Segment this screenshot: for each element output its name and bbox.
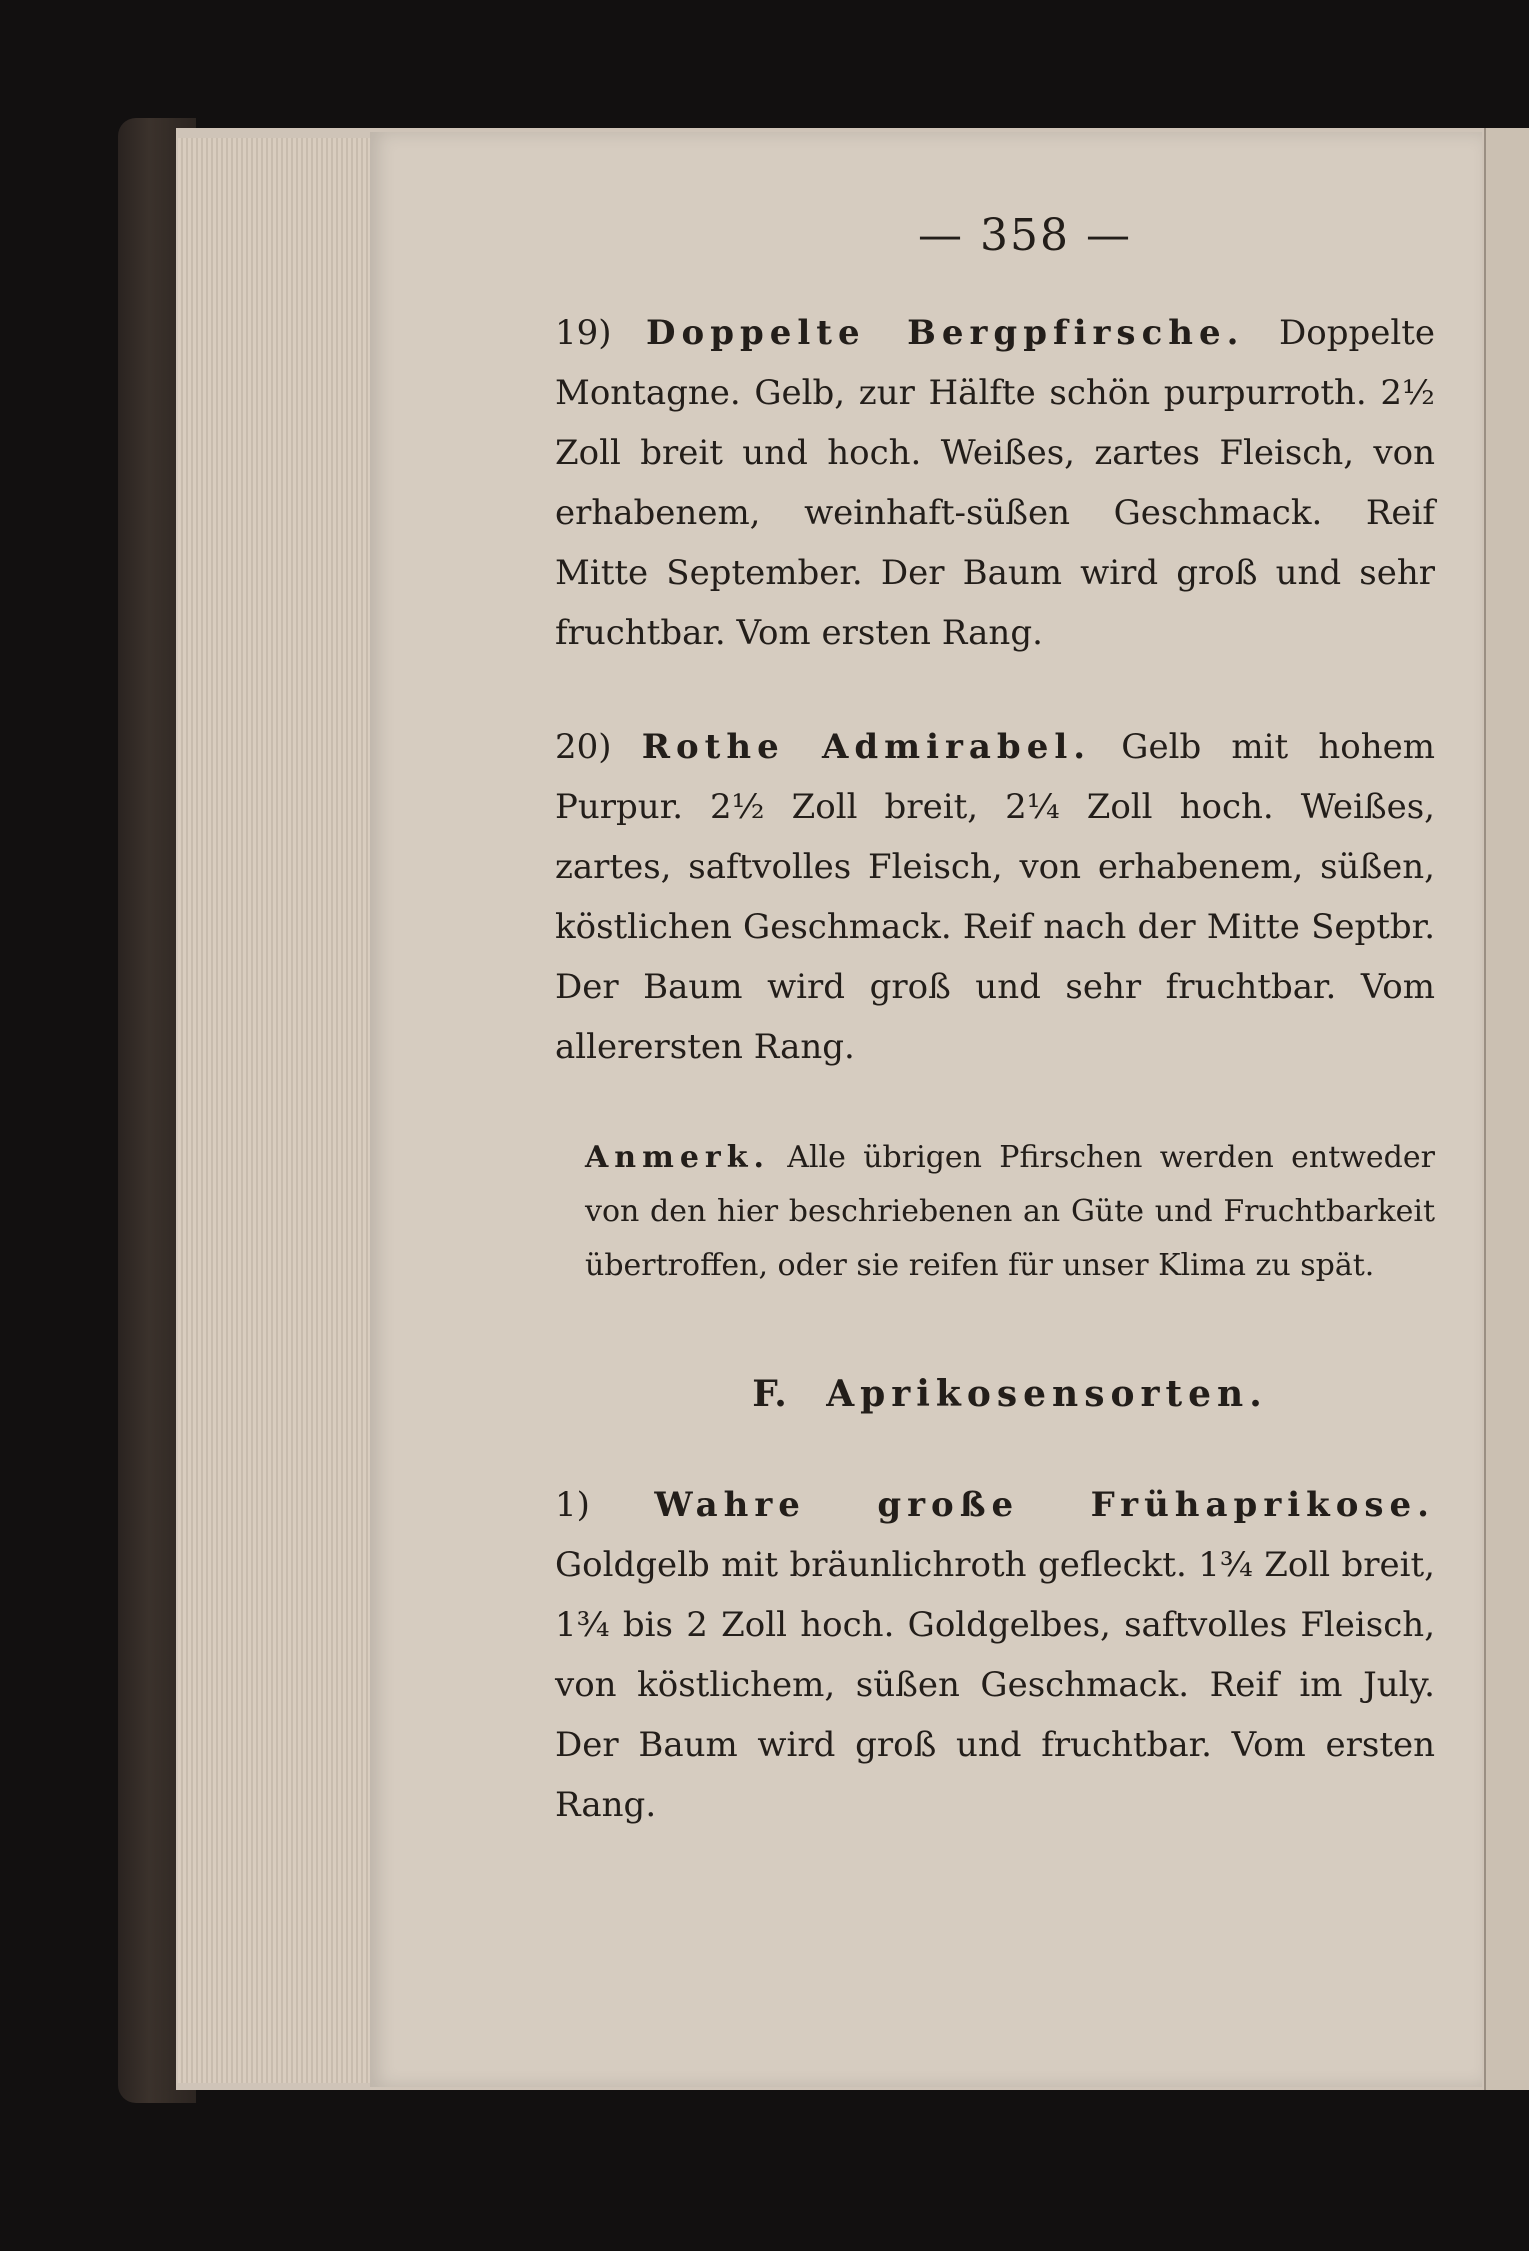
page-fore-edge	[178, 138, 370, 2083]
section-title: Aprikosensorten.	[826, 1373, 1268, 1415]
entry-number: 20)	[555, 727, 612, 767]
entry-name: Rothe Admirabel.	[641, 727, 1092, 767]
page-number: — 358 —	[918, 210, 1132, 261]
section-entry-1	[555, 1475, 1435, 1835]
next-page-edge	[1484, 128, 1529, 2090]
note-label: Anmerk.	[585, 1140, 770, 1175]
entry-number: 1)	[555, 1485, 590, 1525]
note-paragraph	[555, 1131, 1435, 1293]
page-text	[555, 210, 1435, 1889]
entry-name: Doppelte Bergpfirsche.	[646, 313, 1245, 353]
entry-number: 19)	[555, 313, 612, 353]
section-letter: F.	[752, 1373, 787, 1415]
section-heading	[555, 1373, 1435, 1415]
note-text: Alle übrigen Pfirschen werden entweder von den hier beschriebenen an Güte und Fruchtbarkeit übertroffen, oder sie reifen für unser Klima zu spät.	[585, 1140, 1435, 1283]
entry-text: Gelb mit hohem Purpur. 2½ Zoll breit, 2¼ Zoll hoch. Weißes, zartes, saftvolles Fleisch, von erhabenem, süßen, köstlichen Geschmack. Reif nach der Mitte Septbr. Der Baum wird groß und sehr fruchtbar. Vom allerersten Rang.	[555, 727, 1435, 1067]
entry-text: Goldgelb mit bräunlichroth gefleckt. 1¾ Zoll breit, 1¾ bis 2 Zoll hoch. Goldgelbes, saftvolles Fleisch, von köstlichem, süßen Geschmack. Reif im July. Der Baum wird groß und fruchtbar. Vom ersten Rang.	[555, 1545, 1435, 1825]
entry-20	[555, 717, 1435, 1077]
entry-name: Wahre große Frühaprikose.	[654, 1485, 1435, 1525]
entry-text: Doppelte Montagne. Gelb, zur Hälfte schön purpurroth. 2½ Zoll breit und hoch. Weißes, zartes Fleisch, von erhabenem, weinhaft-süßen Geschmack. Reif Mitte September. Der Baum wird groß und sehr fruchtbar. Vom ersten Rang.	[555, 313, 1436, 653]
entry-19	[555, 303, 1435, 663]
